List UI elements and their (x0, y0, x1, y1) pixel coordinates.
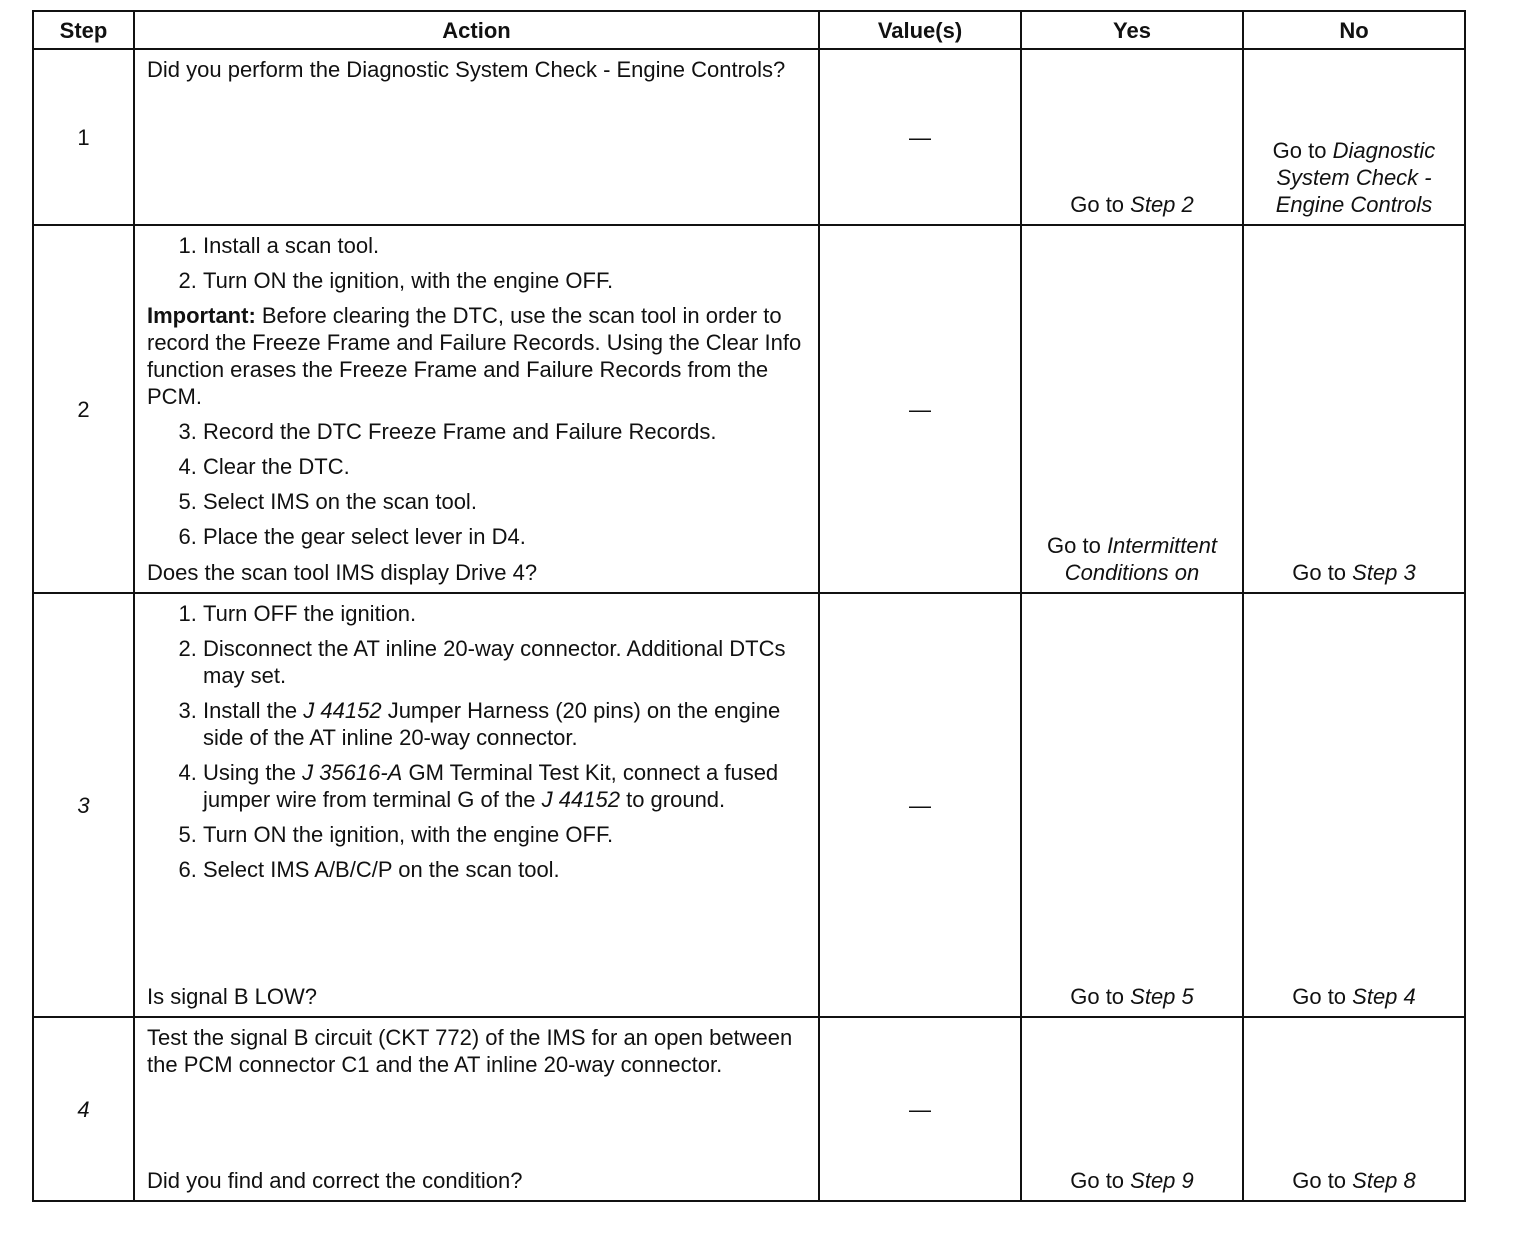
question-text: Is signal B LOW? (147, 984, 317, 1009)
no-result: Go to Step 8 (1292, 1168, 1416, 1193)
no-cell (1243, 225, 1465, 593)
step-list (147, 600, 808, 883)
header-action: Action (134, 11, 819, 49)
list-item: 3. Record the DTC Freeze Frame and Failure Records. (203, 418, 808, 445)
list-item: 1. Install a scan tool. (203, 232, 808, 259)
yes-cell (1021, 1017, 1243, 1201)
list-item: 5. Turn ON the ignition, with the engine OFF. (203, 821, 808, 848)
list-item: 2. Turn ON the ignition, with the engine OFF. (203, 267, 808, 294)
list-item: 6. Place the gear select lever in D4. (203, 523, 808, 550)
header-row (33, 11, 1465, 49)
header-step: Step (33, 11, 134, 49)
yes-cell (1021, 49, 1243, 225)
value-cell: — (819, 225, 1021, 593)
yes-cell (1021, 225, 1243, 593)
important-note: Important: Before clearing the DTC, use the scan tool in order to record the Freeze Frame and Failure Records. Using the Clear Info function erases the Freeze Frame and Failure Records from the PCM. (147, 303, 802, 409)
step-number: 4 (33, 1017, 134, 1201)
table-row (33, 225, 1465, 593)
action-cell (134, 225, 819, 593)
yes-result: Go to Step 2 (1070, 192, 1194, 217)
value-cell: — (819, 1017, 1021, 1201)
yes-result: Go to Intermittent Conditions on (1047, 533, 1217, 585)
table-row (33, 1017, 1465, 1201)
action-text: Did you perform the Diagnostic System Check - Engine Controls? (147, 57, 786, 82)
question-text: Does the scan tool IMS display Drive 4? (147, 560, 538, 585)
yes-result: Go to Step 5 (1070, 984, 1194, 1009)
step-number: 1 (33, 49, 134, 225)
header-yes: Yes (1021, 11, 1243, 49)
list-item: 4. Clear the DTC. (203, 453, 808, 480)
no-result: Go to Step 4 (1292, 984, 1416, 1009)
list-item: 5. Select IMS on the scan tool. (203, 488, 808, 515)
yes-cell (1021, 593, 1243, 1017)
value-cell: — (819, 49, 1021, 225)
step-number: 2 (33, 225, 134, 593)
step-number: 3 (33, 593, 134, 1017)
step-list (147, 232, 808, 294)
step-list (147, 418, 808, 550)
action-cell (134, 593, 819, 1017)
action-cell (134, 1017, 819, 1201)
question-text: Did you find and correct the condition? (147, 1168, 523, 1193)
list-item: 6. Select IMS A/B/C/P on the scan tool. (203, 856, 808, 883)
list-item: 4. Using the J 35616-A GM Terminal Test Kit, connect a fused jumper wire from terminal G of the J 44152 to ground. (203, 759, 808, 813)
no-cell (1243, 1017, 1465, 1201)
list-item: 2. Disconnect the AT inline 20-way connector. Additional DTCs may set. (203, 635, 808, 689)
no-cell (1243, 49, 1465, 225)
action-cell (134, 49, 819, 225)
diagnostic-table (32, 10, 1466, 1202)
action-text: Test the signal B circuit (CKT 772) of the IMS for an open between the PCM connector C1 and the AT inline 20-way connector. (147, 1025, 793, 1077)
no-result: Go to Step 3 (1292, 560, 1416, 585)
list-item: 3. Install the J 44152 Jumper Harness (20 pins) on the engine side of the AT inline 20-way connector. (203, 697, 808, 751)
table-row (33, 49, 1465, 225)
value-cell: — (819, 593, 1021, 1017)
header-no: No (1243, 11, 1465, 49)
list-item: 1. Turn OFF the ignition. (203, 600, 808, 627)
no-cell (1243, 593, 1465, 1017)
yes-result: Go to Step 9 (1070, 1168, 1194, 1193)
table-row (33, 593, 1465, 1017)
no-result: Go to Diagnostic System Check - Engine Controls (1272, 138, 1436, 217)
header-values: Value(s) (819, 11, 1021, 49)
